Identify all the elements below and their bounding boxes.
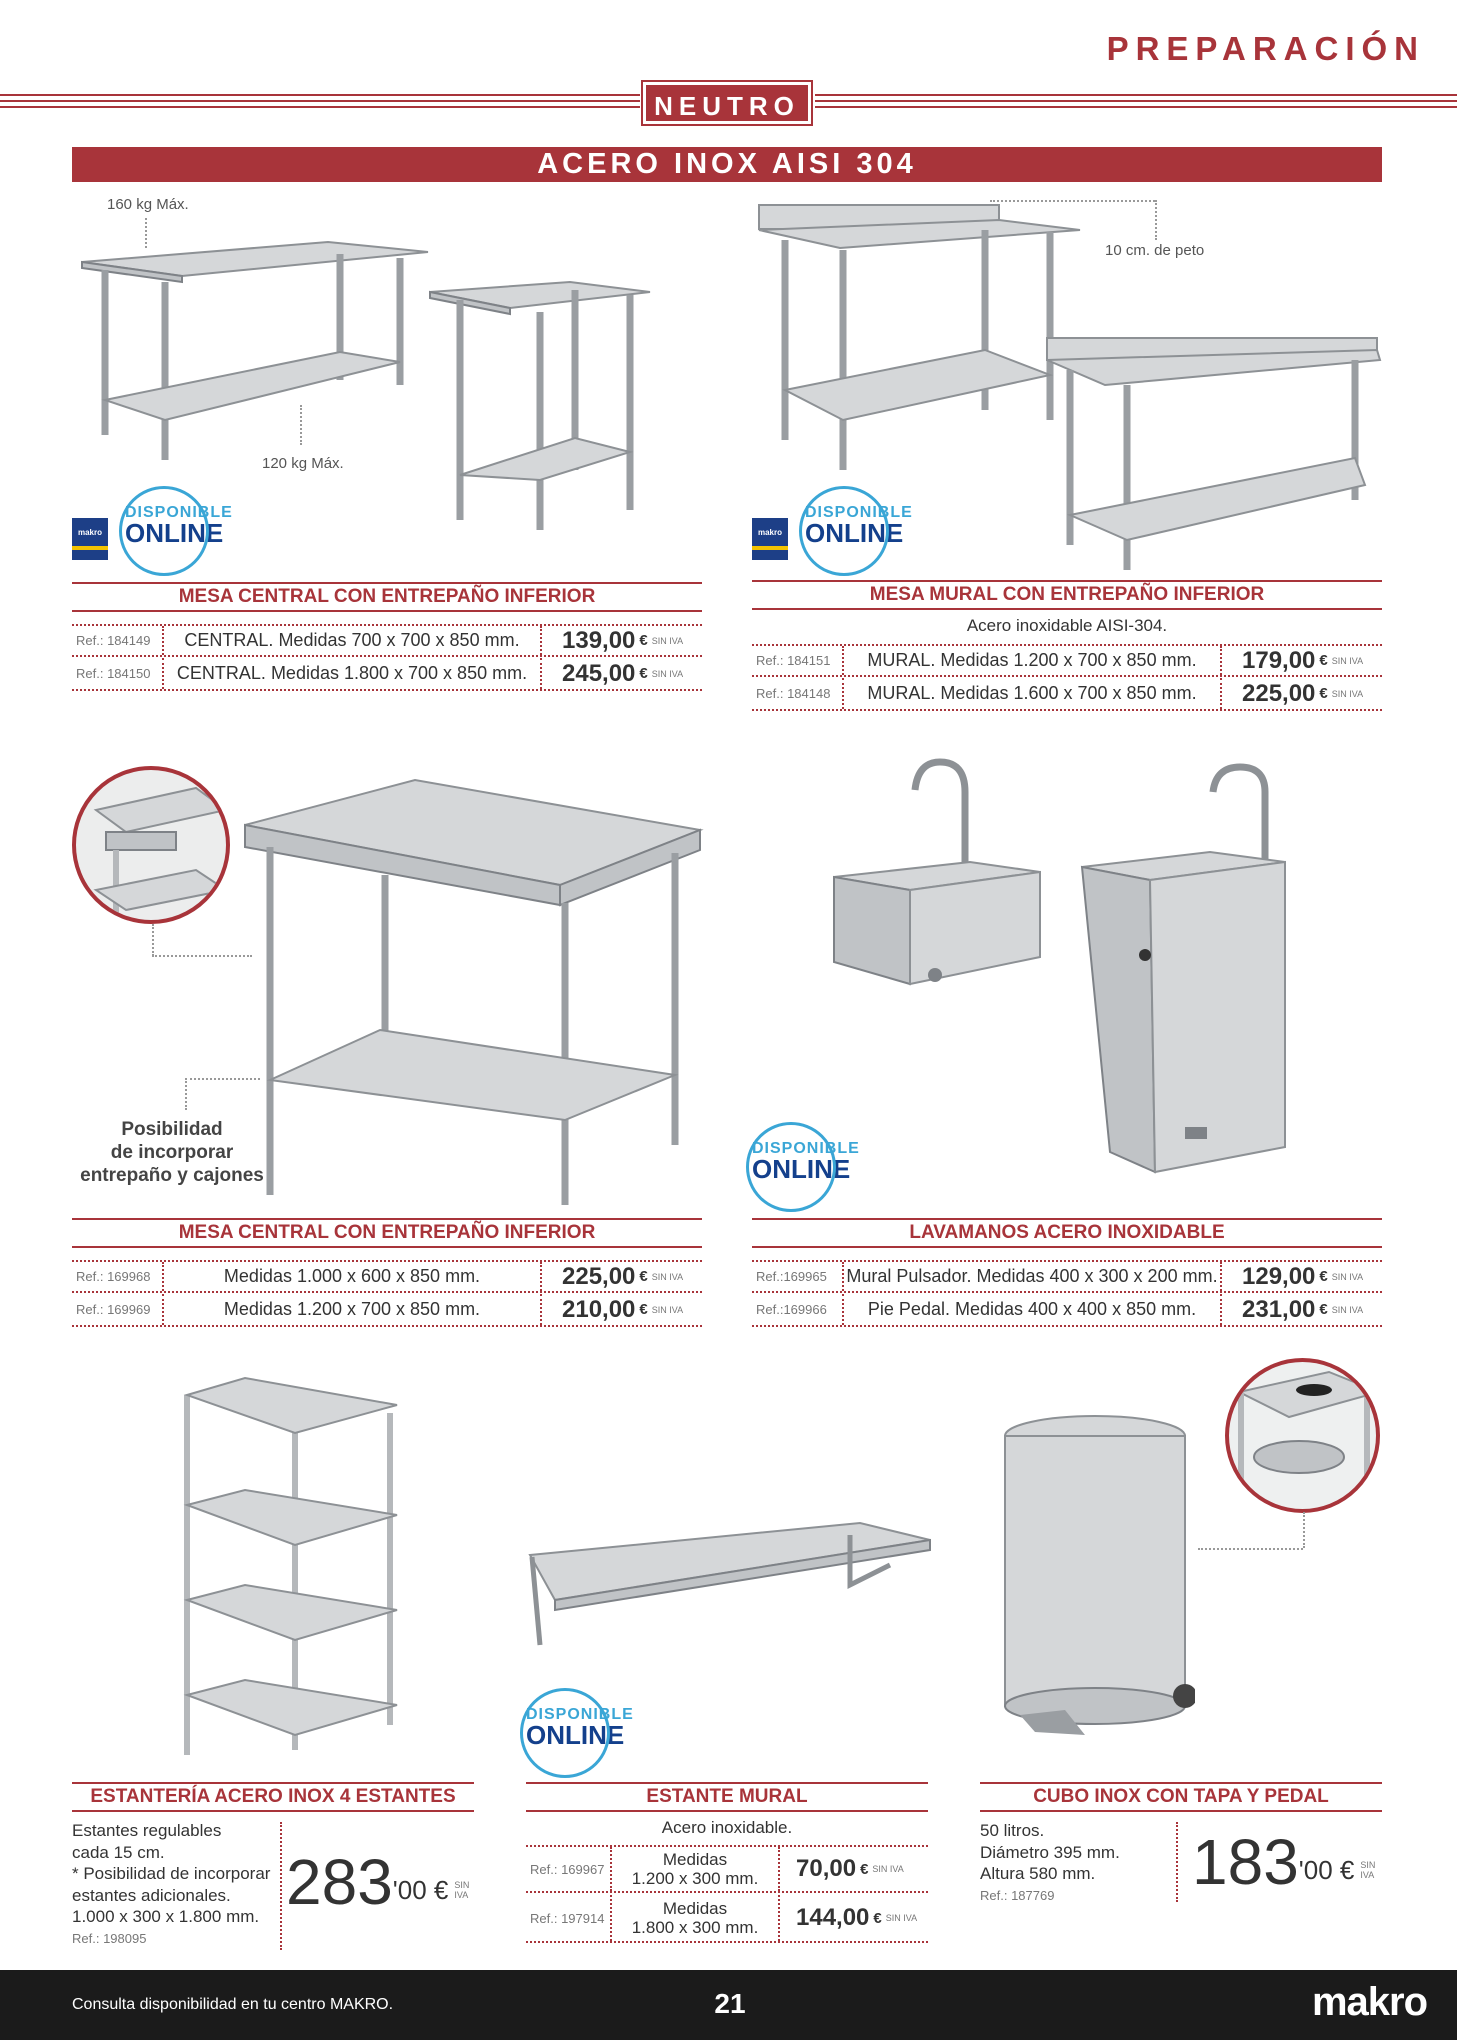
drawer-zoom-circle [72,766,230,924]
online-badge[interactable]: DISPONIBLE ONLINE [805,504,913,549]
table-row: Ref.: 169969 Medidas 1.200 x 700 x 850 mm. 210,00 € SIN IVA [72,1294,702,1327]
price-cubo: 183 '00 € SIN IVA [1192,1826,1376,1898]
online-badge[interactable]: DISPONIBLE ONLINE [752,1140,860,1185]
product-title-estanteria: ESTANTERÍA ACERO INOX 4 ESTANTES [72,1782,474,1812]
makro-profesional-logo: makro [752,518,788,560]
table-row: Ref.: 184151 MURAL. Medidas 1.200 x 700 x 850 mm. 179,00 € SIN IVA [752,644,1382,677]
table-row: Ref.:169965 Mural Pulsador. Medidas 400 x 300 x 200 mm. 129,00 € SIN IVA [752,1260,1382,1293]
product-title-central-2: MESA CENTRAL CON ENTREPAÑO INFERIOR [72,1218,702,1248]
table-row: Ref.: 184149 CENTRAL. Medidas 700 x 700 x 850 mm. 139,00 € SIN IVA [72,624,702,657]
product-specs: 50 litros. Diámetro 395 mm. Altura 580 mm. Ref.: 187769 [980,1821,1120,1903]
online-badge[interactable]: DISPONIBLE ONLINE [526,1706,634,1751]
handwash-sink-image [820,752,1380,1212]
table-row: Ref.: 184148 MURAL. Medidas 1.600 x 700 x 850 mm. 225,00 € SIN IVA [752,678,1382,711]
table-row: Ref.: 184150 CENTRAL. Medidas 1.800 x 700 x 850 mm. 245,00 € SIN IVA [72,658,702,691]
shelving-unit-image [175,1375,415,1765]
product-subtitle: Acero inoxidable. [661,1818,793,1837]
section-title: ACERO INOX AISI 304 [72,147,1382,182]
online-badge[interactable]: DISPONIBLE ONLINE [125,504,233,549]
makro-profesional-logo: makro [72,518,108,560]
table-row: Ref.: 169968 Medidas 1.000 x 600 x 850 mm. 225,00 € SIN IVA [72,1260,702,1293]
load-note-top: 160 kg Máx. [107,196,189,213]
footer [0,1970,1457,2040]
product-title-estante-mural: ESTANTE MURAL [526,1782,928,1812]
product-title-lavamanos: LAVAMANOS ACERO INOXIDABLE [752,1218,1382,1248]
central-table-large-image [235,775,715,1225]
bin-zoom-circle [1225,1358,1380,1513]
table-row: Ref.: 197914 Medidas 1.800 x 300 mm. 144,00 € SIN IVA [526,1895,928,1943]
product-title-cubo: CUBO INOX CON TAPA Y PEDAL [980,1782,1382,1812]
makro-logo[interactable]: makro [1311,1980,1427,2024]
product-subtitle: Acero inoxidable AISI-304. [966,616,1168,635]
footer-text: Consulta disponibilidad en tu centro MAKRO. [72,1996,394,2013]
page-number: 21 [714,1988,746,2019]
wall-shelf-image [520,1515,940,1655]
price-estanteria: 283 '00 € SIN IVA [286,1846,470,1918]
category-title: PREPARACIÓN [1106,30,1425,67]
option-note: Posibilidad de incorporar entrepaño y cajones [80,1119,264,1186]
pedal-bin-image [995,1410,1195,1740]
load-note-bottom: 120 kg Máx. [262,455,344,472]
peto-note: 10 cm. de peto [1105,242,1205,259]
product-specs: Estantes regulables cada 15 cm. * Posibilidad de incorporar estantes adicionales. 1.000 x 300 x 1.800 mm. Ref.: 198095 [72,1821,271,1946]
product-title-mural: MESA MURAL CON ENTREPAÑO INFERIOR [752,580,1382,610]
central-table-image [70,230,750,530]
table-row: Ref.: 169967 Medidas 1.200 x 300 mm. 70,00 € SIN IVA [526,1845,928,1893]
table-row: Ref.:169966 Pie Pedal. Medidas 400 x 400 x 850 mm. 231,00 € SIN IVA [752,1294,1382,1327]
subcategory-label: NEUTRO [643,82,811,124]
product-title-central: MESA CENTRAL CON ENTREPAÑO INFERIOR [72,582,702,612]
